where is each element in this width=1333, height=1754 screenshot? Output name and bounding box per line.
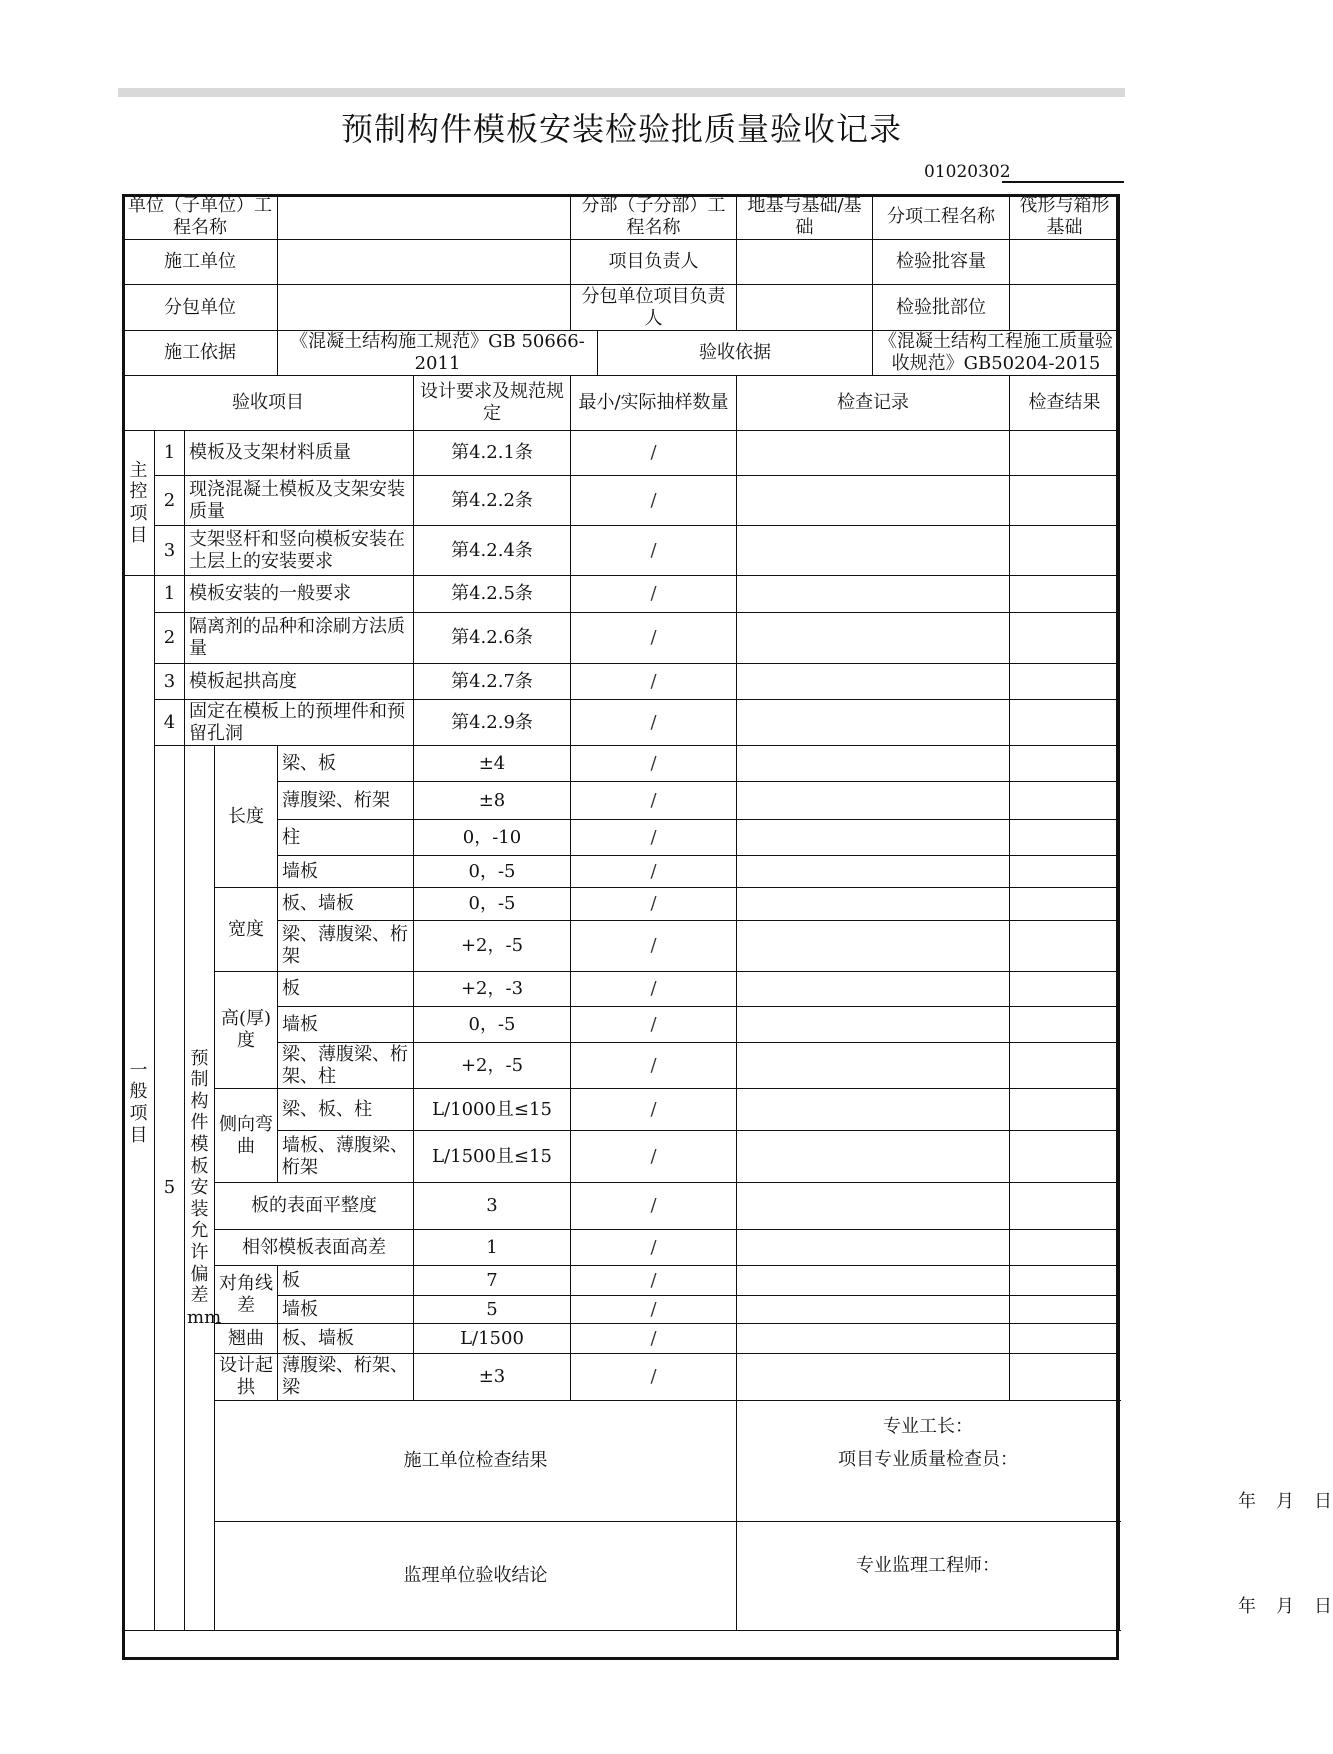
- general-row-record[interactable]: [737, 700, 1010, 746]
- deviation-record[interactable]: [737, 1043, 1010, 1089]
- general-row-result[interactable]: [1010, 576, 1120, 613]
- deviation-record[interactable]: [737, 820, 1010, 856]
- deviation-result[interactable]: [1010, 1230, 1120, 1266]
- deviation-part: 梁、板、柱: [278, 1089, 414, 1131]
- acceptance-basis-label: 验收依据: [598, 331, 873, 376]
- supervision-check-area[interactable]: [737, 1522, 1333, 1631]
- header-row-3: [123, 285, 1120, 331]
- deviation-value: ±4: [414, 746, 571, 782]
- deviation-value: ±8: [414, 782, 571, 820]
- main-row-result[interactable]: [1010, 476, 1120, 526]
- general-row: [123, 664, 1120, 700]
- general-row-spec: 第4.2.5条: [414, 576, 571, 613]
- main-row-no: 2: [155, 476, 185, 526]
- construction-unit-value[interactable]: [278, 240, 571, 285]
- deviation-sample: /: [571, 1089, 737, 1131]
- main-row: [123, 526, 1120, 576]
- deviation-result[interactable]: [1010, 972, 1120, 1007]
- col-sample-header: 最小/实际抽样数量: [571, 376, 737, 431]
- col-result-header: 检查结果: [1010, 376, 1120, 431]
- deviation-part: 墙板: [278, 856, 414, 888]
- deviation-sample: /: [571, 888, 737, 921]
- batch-capacity-label: 检验批容量: [873, 240, 1010, 285]
- deviation-record[interactable]: [737, 1183, 1010, 1230]
- header-row-4: [123, 331, 1120, 376]
- basis-label: 施工依据: [123, 331, 278, 376]
- deviation-result[interactable]: [1010, 1131, 1120, 1183]
- deviation-record[interactable]: [737, 1266, 1010, 1296]
- deviation-record[interactable]: [737, 1324, 1010, 1354]
- main-row-spec: 第4.2.2条: [414, 476, 571, 526]
- bend-label: 侧向弯曲: [215, 1089, 278, 1183]
- deviation-record[interactable]: [737, 1296, 1010, 1324]
- deviation-value: 7: [414, 1266, 571, 1296]
- deviation-value: ±3: [414, 1354, 571, 1401]
- deviation-result[interactable]: [1010, 1183, 1120, 1230]
- general-row-no: 4: [155, 700, 185, 746]
- main-row-record[interactable]: [737, 476, 1010, 526]
- main-row-spec: 第4.2.1条: [414, 431, 571, 476]
- deviation-sample: /: [571, 746, 737, 782]
- project-leader-label: 项目负责人: [571, 240, 737, 285]
- batch-part-value[interactable]: [1010, 285, 1120, 331]
- deviation-sample: /: [571, 1296, 737, 1324]
- general-row-spec: 第4.2.9条: [414, 700, 571, 746]
- length-label: 长度: [215, 746, 278, 888]
- supervision-date-label: 年 月 日: [1238, 1595, 1333, 1617]
- deviation-part: 墙板、薄腹梁、桁架: [278, 1131, 414, 1183]
- deviation-part: 梁、薄腹梁、桁架、柱: [278, 1043, 414, 1089]
- supervision-check-label: 监理单位验收结论: [215, 1522, 737, 1631]
- deviation-row: [123, 1354, 1120, 1401]
- deviation-value: 0，-5: [414, 1007, 571, 1043]
- supervision-check-row: [123, 1522, 1120, 1631]
- general-row-no: 2: [155, 613, 185, 664]
- general-row-result[interactable]: [1010, 700, 1120, 746]
- deviation-result[interactable]: [1010, 1354, 1120, 1401]
- deviation-sample: /: [571, 1230, 737, 1266]
- deviation-result[interactable]: [1010, 782, 1120, 820]
- deviation-part: 板的表面平整度: [215, 1183, 414, 1230]
- form-code-underline: [1002, 181, 1124, 183]
- main-row-result[interactable]: [1010, 431, 1120, 476]
- batch-part-label: 检验批部位: [873, 285, 1010, 331]
- construction-check-label: 施工单位检查结果: [215, 1401, 737, 1522]
- deviation-sample: /: [571, 1131, 737, 1183]
- main-row-no: 1: [155, 431, 185, 476]
- construction-check-area[interactable]: [737, 1401, 1333, 1522]
- height-label: 高(厚)度: [215, 972, 278, 1089]
- main-control-label: 主控项目: [123, 431, 155, 576]
- deviation-result[interactable]: [1010, 746, 1120, 782]
- camber-label: 设计起拱: [215, 1354, 278, 1401]
- deviation-part: 梁、板: [278, 746, 414, 782]
- main-row-name: 现浇混凝土模板及支架安装质量: [185, 476, 414, 526]
- deviation-part: 梁、薄腹梁、桁架: [278, 921, 414, 972]
- deviation-value: +2，-3: [414, 972, 571, 1007]
- deviation-result[interactable]: [1010, 888, 1120, 921]
- deviation-record[interactable]: [737, 921, 1010, 972]
- deviation-sample: /: [571, 782, 737, 820]
- item-label: 分项工程名称: [873, 195, 1010, 240]
- deviation-part: 板、墙板: [278, 1324, 414, 1354]
- main-row-name: 模板及支架材料质量: [185, 431, 414, 476]
- header-row-2: [123, 240, 1120, 285]
- deviation-part: 相邻模板表面高差: [215, 1230, 414, 1266]
- col-item-header: 验收项目: [123, 376, 414, 431]
- deviation-value: 0，-10: [414, 820, 571, 856]
- deviation-sample: /: [571, 1354, 737, 1401]
- construction-date-label: 年 月 日: [1238, 1490, 1333, 1512]
- general-label: 一般项目: [123, 576, 155, 1631]
- col-design-header: 设计要求及规范规定: [414, 376, 571, 431]
- foreman-label: 专业工长：: [883, 1415, 973, 1437]
- deviation-row: [123, 1230, 1120, 1266]
- deviation-value: 1: [414, 1230, 571, 1266]
- deviation-record[interactable]: [737, 782, 1010, 820]
- project-leader-value[interactable]: [737, 240, 873, 285]
- general-row: [123, 613, 1120, 664]
- col-record-header: 检查记录: [737, 376, 1010, 431]
- deviation-row: [123, 1324, 1120, 1354]
- general-row-name: 模板起拱高度: [185, 664, 414, 700]
- general-row-record[interactable]: [737, 613, 1010, 664]
- deviation-value: L/1000且≤15: [414, 1089, 571, 1131]
- deviation-row: [123, 746, 1120, 782]
- deviation-row: [123, 1089, 1120, 1131]
- unit-label: 单位（子单位）工程名称: [123, 195, 278, 240]
- deviation-row: [123, 972, 1120, 1007]
- deviation-row: [123, 888, 1120, 921]
- deviation-sample: /: [571, 1007, 737, 1043]
- general-row-record[interactable]: [737, 664, 1010, 700]
- header-row-1: [123, 195, 1120, 240]
- deviation-part: 墙板: [278, 1296, 414, 1324]
- deviation-result[interactable]: [1010, 1266, 1120, 1296]
- deviation-result[interactable]: [1010, 921, 1120, 972]
- deviation-result[interactable]: [1010, 1089, 1120, 1131]
- division-label: 分部（子分部）工程名称: [571, 195, 737, 240]
- warp-label: 翘曲: [215, 1324, 278, 1354]
- subcontract-label: 分包单位: [123, 285, 278, 331]
- general-row-spec: 第4.2.6条: [414, 613, 571, 664]
- deviation-value: 5: [414, 1296, 571, 1324]
- general-row-name: 固定在模板上的预埋件和预留孔洞: [185, 700, 414, 746]
- form-title: 预制构件模板安装检验批质量验收记录: [340, 110, 902, 148]
- deviation-result[interactable]: [1010, 1296, 1120, 1324]
- deviation-part: 墙板: [278, 1007, 414, 1043]
- main-row: [123, 431, 1120, 476]
- unit-value[interactable]: [278, 195, 571, 240]
- deviation-sample: /: [571, 856, 737, 888]
- deviation-row: [123, 1183, 1120, 1230]
- general-row-sample: /: [571, 700, 737, 746]
- general-row-name: 隔离剂的品种和涂刷方法质量: [185, 613, 414, 664]
- acceptance-basis-value: 《混凝土结构工程施工质量验收规范》GB50204-2015: [873, 331, 1120, 376]
- deviation-value: 0，-5: [414, 856, 571, 888]
- top-divider-bar: [118, 88, 1125, 97]
- deviation-result[interactable]: [1010, 856, 1120, 888]
- deviation-result[interactable]: [1010, 1324, 1120, 1354]
- general-row-sample: /: [571, 576, 737, 613]
- deviation-sample: /: [571, 972, 737, 1007]
- deviation-value: +2，-5: [414, 921, 571, 972]
- batch-capacity-value[interactable]: [1010, 240, 1120, 285]
- deviation-record[interactable]: [737, 746, 1010, 782]
- main-row-no: 3: [155, 526, 185, 576]
- deviation-result[interactable]: [1010, 1007, 1120, 1043]
- main-row-sample: /: [571, 476, 737, 526]
- main-row: [123, 476, 1120, 526]
- supervising-engineer-label: 专业监理工程师：: [856, 1554, 1000, 1576]
- subcontract-value[interactable]: [278, 285, 571, 331]
- inspection-table: [122, 194, 1333, 1631]
- general-row: [123, 700, 1120, 746]
- deviation-row: [123, 1266, 1120, 1296]
- general-row-no: 1: [155, 576, 185, 613]
- deviation-sample: /: [571, 1183, 737, 1230]
- division-value[interactable]: 地基与基础/基础: [737, 195, 873, 240]
- deviation-sample: /: [571, 820, 737, 856]
- deviation-sample: /: [571, 1266, 737, 1296]
- deviation-value: L/1500且≤15: [414, 1131, 571, 1183]
- deviation-result[interactable]: [1010, 820, 1120, 856]
- quality-inspector-label: 项目专业质量检查员：: [838, 1449, 1018, 1471]
- general-row-spec: 第4.2.7条: [414, 664, 571, 700]
- deviation-record[interactable]: [737, 972, 1010, 1007]
- column-header-row: [123, 376, 1120, 431]
- deviation-record[interactable]: [737, 888, 1010, 921]
- deviation-record[interactable]: [737, 1131, 1010, 1183]
- deviation-record[interactable]: [737, 1230, 1010, 1266]
- general-row-result[interactable]: [1010, 613, 1120, 664]
- general-row-record[interactable]: [737, 576, 1010, 613]
- item-value[interactable]: 筏形与箱形基础: [1010, 195, 1120, 240]
- main-row-sample: /: [571, 526, 737, 576]
- deviation-part: 板: [278, 1266, 414, 1296]
- deviation-part: 板: [278, 972, 414, 1007]
- general-row-name: 模板安装的一般要求: [185, 576, 414, 613]
- deviation-result[interactable]: [1010, 1043, 1120, 1089]
- deviation-record[interactable]: [737, 1007, 1010, 1043]
- width-label: 宽度: [215, 888, 278, 972]
- basis-value: 《混凝土结构施工规范》GB 50666-2011: [278, 331, 598, 376]
- deviation-value: L/1500: [414, 1324, 571, 1354]
- deviation-sample: /: [571, 921, 737, 972]
- item5-no: 5: [155, 746, 185, 1631]
- form-code: 01020302: [924, 162, 1011, 182]
- construction-unit-label: 施工单位: [123, 240, 278, 285]
- general-row-sample: /: [571, 613, 737, 664]
- general-row-sample: /: [571, 664, 737, 700]
- main-row-record[interactable]: [737, 526, 1010, 576]
- deviation-value: +2，-5: [414, 1043, 571, 1089]
- general-row: [123, 576, 1120, 613]
- main-row-record[interactable]: [737, 431, 1010, 476]
- deviation-part: 薄腹梁、桁架、梁: [278, 1354, 414, 1401]
- deviation-record[interactable]: [737, 856, 1010, 888]
- general-row-no: 3: [155, 664, 185, 700]
- deviation-sample: /: [571, 1324, 737, 1354]
- deviation-part: 柱: [278, 820, 414, 856]
- subcontract-leader-label: 分包单位项目负责人: [571, 285, 737, 331]
- deviation-value: 3: [414, 1183, 571, 1230]
- subcontract-leader-value[interactable]: [737, 285, 873, 331]
- deviation-record[interactable]: [737, 1354, 1010, 1401]
- item5-label: 预制构件模板安装允许偏差mm: [185, 746, 215, 1631]
- deviation-part: 薄腹梁、桁架: [278, 782, 414, 820]
- deviation-record[interactable]: [737, 1089, 1010, 1131]
- diagonal-label: 对角线差: [215, 1266, 278, 1324]
- deviation-part: 板、墙板: [278, 888, 414, 921]
- construction-check-row: [123, 1401, 1120, 1522]
- main-row-name: 支架竖杆和竖向模板安装在土层上的安装要求: [185, 526, 414, 576]
- main-row-sample: /: [571, 431, 737, 476]
- main-row-result[interactable]: [1010, 526, 1120, 576]
- deviation-value: 0，-5: [414, 888, 571, 921]
- deviation-sample: /: [571, 1043, 737, 1089]
- main-row-spec: 第4.2.4条: [414, 526, 571, 576]
- general-row-result[interactable]: [1010, 664, 1120, 700]
